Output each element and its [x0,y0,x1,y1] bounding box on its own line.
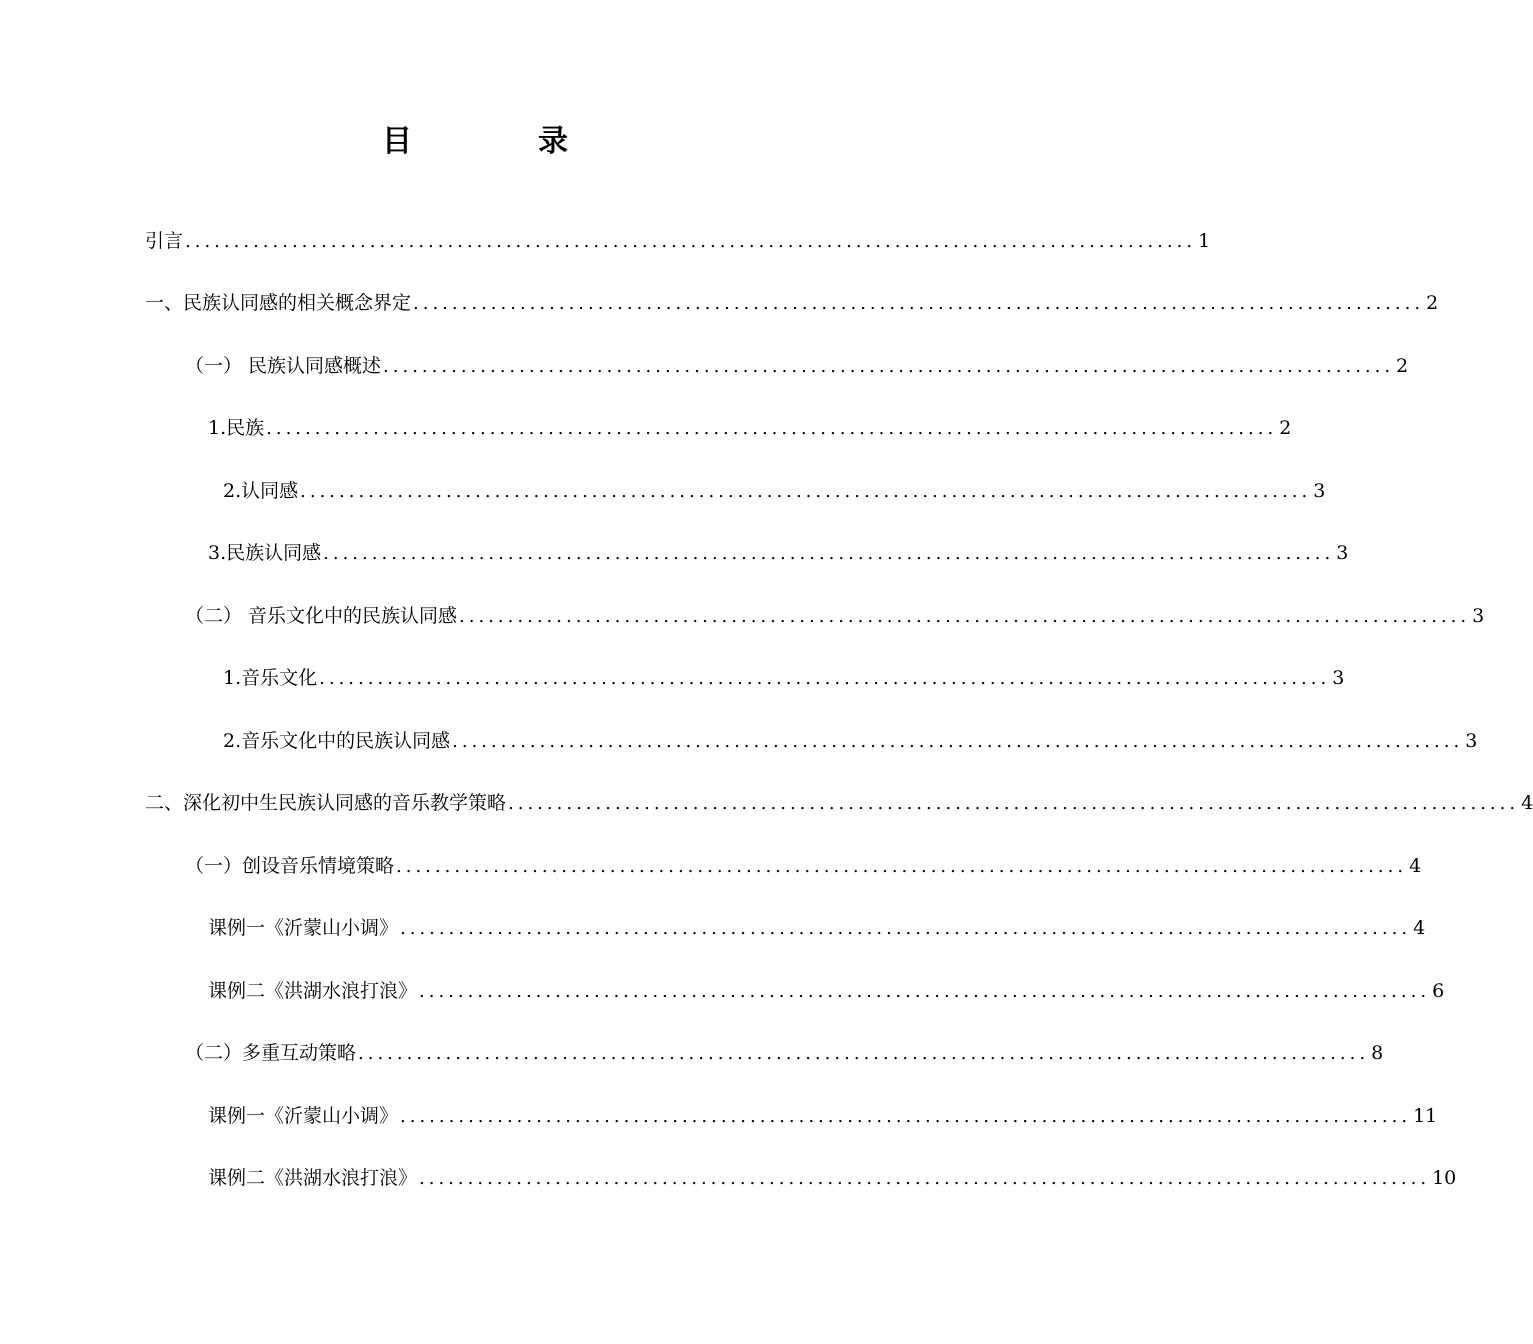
toc-page-number: 2 [1426,292,1439,314]
toc-page-number: 3 [1465,730,1478,752]
toc-entry-label: 课例一《沂蒙山小调》 [208,1105,399,1127]
toc-entry-section-1-2[interactable] [185,601,1485,631]
toc-entry-label: （一）创设音乐情境策略 [185,855,395,877]
toc-entry-label: 2.认同感 [223,480,299,502]
toc-entry-lesson-2-1-2[interactable] [208,976,1445,1006]
toc-leader-dots: ........................................................................................................ [459,606,1471,627]
toc-entry-item-1-1-3[interactable] [208,538,1349,568]
toc-entry-chapter-1[interactable] [145,288,1439,318]
toc-page-number: 8 [1371,1042,1384,1064]
toc-page-number: 3 [1472,605,1485,627]
toc-entry-label: 3.民族认同感 [208,542,322,564]
toc-page-number: 3 [1313,480,1326,502]
toc-leader-dots: ........................................................................................................ [319,668,1331,689]
toc-page-number: 2 [1279,417,1292,439]
toc-leader-dots: ........................................................................................................ [452,731,1464,752]
toc-entry-label: 课例二《洪湖水浪打浪》 [208,1167,418,1189]
toc-entry-label: 课例二《洪湖水浪打浪》 [208,980,418,1002]
toc-entry-label: 二、深化初中生民族认同感的音乐教学策略 [145,792,507,814]
toc-page-number: 2 [1396,355,1409,377]
toc-leader-dots: ........................................................................................................ [396,856,1408,877]
toc-page-number: 4 [1413,917,1426,939]
toc-entry-item-1-2-2[interactable] [223,726,1478,756]
toc-page-number: 1 [1198,230,1211,252]
toc-entry-chapter-2[interactable] [145,788,1533,818]
toc-entry-lesson-2-2-2[interactable] [208,1163,1457,1193]
toc-page-number: 4 [1409,855,1422,877]
page-title: 目 录 [382,124,616,159]
toc-page-number: 3 [1336,542,1349,564]
toc-entry-item-1-2-1[interactable] [223,663,1345,693]
toc-entry-label: （二）多重互动策略 [185,1042,357,1064]
toc-entry-label: （一） 民族认同感概述 [185,355,382,377]
toc-page-number: 11 [1413,1105,1438,1127]
toc-leader-dots: ........................................................................................................ [508,793,1520,814]
toc-leader-dots: ........................................................................................................ [383,356,1395,377]
toc-entry-section-2-2[interactable] [185,1038,1384,1068]
toc-page-number: 6 [1432,980,1445,1002]
toc-entry-label: （二） 音乐文化中的民族认同感 [185,605,458,627]
toc-leader-dots: ........................................................................................................ [358,1043,1370,1064]
toc-leader-dots: ........................................................................................................ [266,418,1278,439]
toc-entry-section-2-1[interactable] [185,851,1422,881]
toc-entry-label: 2.音乐文化中的民族认同感 [223,730,451,752]
toc-leader-dots: ........................................................................................................ [400,1106,1412,1127]
toc-entry-label: 课例一《沂蒙山小调》 [208,917,399,939]
toc-entry-lesson-2-1-1[interactable] [208,913,1426,943]
toc-leader-dots: ........................................................................................................ [419,1168,1431,1189]
toc-leader-dots: ........................................................................................................ [400,918,1412,939]
toc-page-number: 3 [1332,667,1345,689]
toc-entry-label: 1.民族 [208,417,265,439]
toc-entry-section-1-1[interactable] [185,351,1409,381]
toc-leader-dots: ........................................................................................................ [413,293,1425,314]
toc-leader-dots: ........................................................................................................ [185,231,1197,252]
toc-entry-label: 引言 [145,230,184,252]
toc-entry-label: 1.音乐文化 [223,667,318,689]
toc-entry-item-1-1-1[interactable] [208,413,1292,443]
toc-leader-dots: ........................................................................................................ [300,481,1312,502]
toc-entry-item-1-1-2[interactable] [223,476,1326,506]
toc-leader-dots: ........................................................................................................ [419,981,1431,1002]
toc-leader-dots: ........................................................................................................ [323,543,1335,564]
toc-entry-label: 一、民族认同感的相关概念界定 [145,292,412,314]
toc-page-number: 10 [1432,1167,1457,1189]
toc-page-number: 4 [1521,792,1533,814]
toc-entry-introduction[interactable] [145,226,1211,256]
toc-entry-lesson-2-2-1[interactable] [208,1101,1438,1131]
